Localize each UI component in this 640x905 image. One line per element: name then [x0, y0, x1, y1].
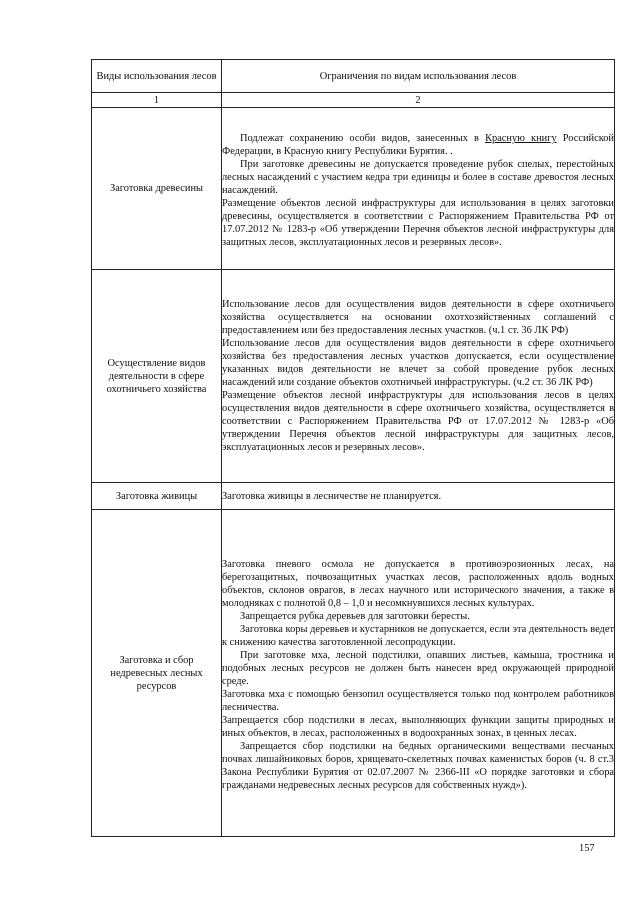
- table-row: [92, 108, 615, 270]
- paragraph: Заготовка мха с помощью бензопил осуществляется только под контролем работников лесничества.: [222, 689, 614, 713]
- row-name-non-timber: Заготовка и сбор недревесных лесных ресурсов: [92, 510, 222, 837]
- paragraph: При заготовке мха, лесной подстилки, опавших листьев, камыша, тростника и подобных лесных ресурсов не должен быть нанесен вред окружающей природной среде.: [222, 650, 614, 687]
- text: Российской Федерации, в Красную книгу Республики Бурятия. .: [222, 133, 614, 157]
- table-row: [92, 510, 615, 837]
- red-book-link[interactable]: Красную книгу: [485, 133, 557, 144]
- paragraph: Запрещается сбор подстилки на бедных органическими веществами песчаных почвах лишайниковых боров, хрящевато-скелетных почвах каменистых боров (ч. 8 ст.3 Закона Республики Бурятия от 02.07.2007 № 2366-III «О порядке заготовки и сбора гражданами недревесных лесных ресурсов для собственных нужд»).: [222, 741, 614, 791]
- table-row: [92, 270, 615, 483]
- table-header-row: [92, 60, 615, 93]
- row-name-resin: Заготовка живицы: [92, 483, 222, 510]
- row-text-resin: [222, 483, 615, 510]
- header-col1: Виды использования лесов: [92, 60, 222, 93]
- table-row: [92, 483, 615, 510]
- paragraph: Размещение объектов лесной инфраструктуры для использования в целях заготовки древесины, осуществляется в соответствии с Распоряжением Правительства РФ от 17.07.2012 № 1283-р «Об утверждении Перечня объектов лесной инфраструктуры для защитных лесов, эксплуатационных лесов и резервных лесов».: [222, 198, 614, 248]
- row-name-timber: Заготовка древесины: [92, 108, 222, 270]
- paragraph: Запрещается сбор подстилки в лесах, выполняющих функции защиты природных и иных объектов, в лесах, расположенных в водоохранных зонах, в ценных лесах.: [222, 715, 614, 739]
- paragraph: [222, 132, 614, 158]
- restrictions-table: [91, 59, 615, 837]
- paragraph: Заготовка коры деревьев и кустарников не допускается, если эта деятельность ведет к снижению качества заготовленной лесопродукции.: [222, 624, 614, 648]
- column-number-1: 1: [92, 93, 222, 108]
- row-text-timber: [222, 108, 615, 270]
- paragraph: Использование лесов для осуществления видов деятельности в сфере охотничьего хозяйства осуществляется на основании охотхозяйственных соглашений с предоставлением или без предоставления лесных участков. (ч.1 ст. 36 ЛК РФ): [222, 299, 614, 336]
- text: Подлежат сохранению особи видов, занесенных в: [240, 133, 486, 144]
- paragraph: Размещение объектов лесной инфраструктуры для использования лесов в целях осуществления видов деятельности в сфере охотничьего хозяйства, осуществляется в соответствии с Распоряжением Правительства РФ от 17.07.2012 № 1283-р «Об утверждении Перечня объектов лесной инфраструктуры для защитных лесов, эксплуатационных лесов и резервных лесов».: [222, 390, 614, 453]
- column-number-2: 2: [222, 93, 615, 108]
- row-text-hunting: [222, 270, 615, 483]
- paragraph: Заготовка живицы в лесничестве не планируется.: [222, 490, 442, 502]
- header-col2: Ограничения по видам использования лесов: [222, 60, 615, 93]
- paragraph: Запрещается рубка деревьев для заготовки бересты.: [240, 611, 470, 622]
- paragraph: Использование лесов для осуществления видов деятельности в сфере охотничьего хозяйства без предоставления лесных участков допускается, если осуществление указанных видов деятельности не влечет за собой проведение рубок лесных насаждений или создание объектов охотничьей инфраструктуры. (ч.2 ст. 36 ЛК РФ): [222, 338, 614, 388]
- page-number: 157: [579, 843, 595, 854]
- paragraph: При заготовке древесины не допускается проведение рубок спелых, перестойных лесных насаждений с участием кедра три единицы и более в составе древостоя лесных насаждений.: [222, 159, 614, 196]
- row-name-hunting: Осуществление видов деятельности в сфере охотничьего хозяйства: [92, 270, 222, 483]
- paragraph: Заготовка пневого осмола не допускается в противоэрозионных лесах, на берегозащитных, почвозащитных участках лесов, расположенных вдоль водных объектов, склонов оврагов, в лесах научного или исторического значения, а также в молодняках с полнотой 0,8 – 1,0 и несомкнувшихся лесных культурах.: [222, 559, 614, 609]
- row-text-non-timber: [222, 510, 615, 837]
- column-number-row: [92, 93, 615, 108]
